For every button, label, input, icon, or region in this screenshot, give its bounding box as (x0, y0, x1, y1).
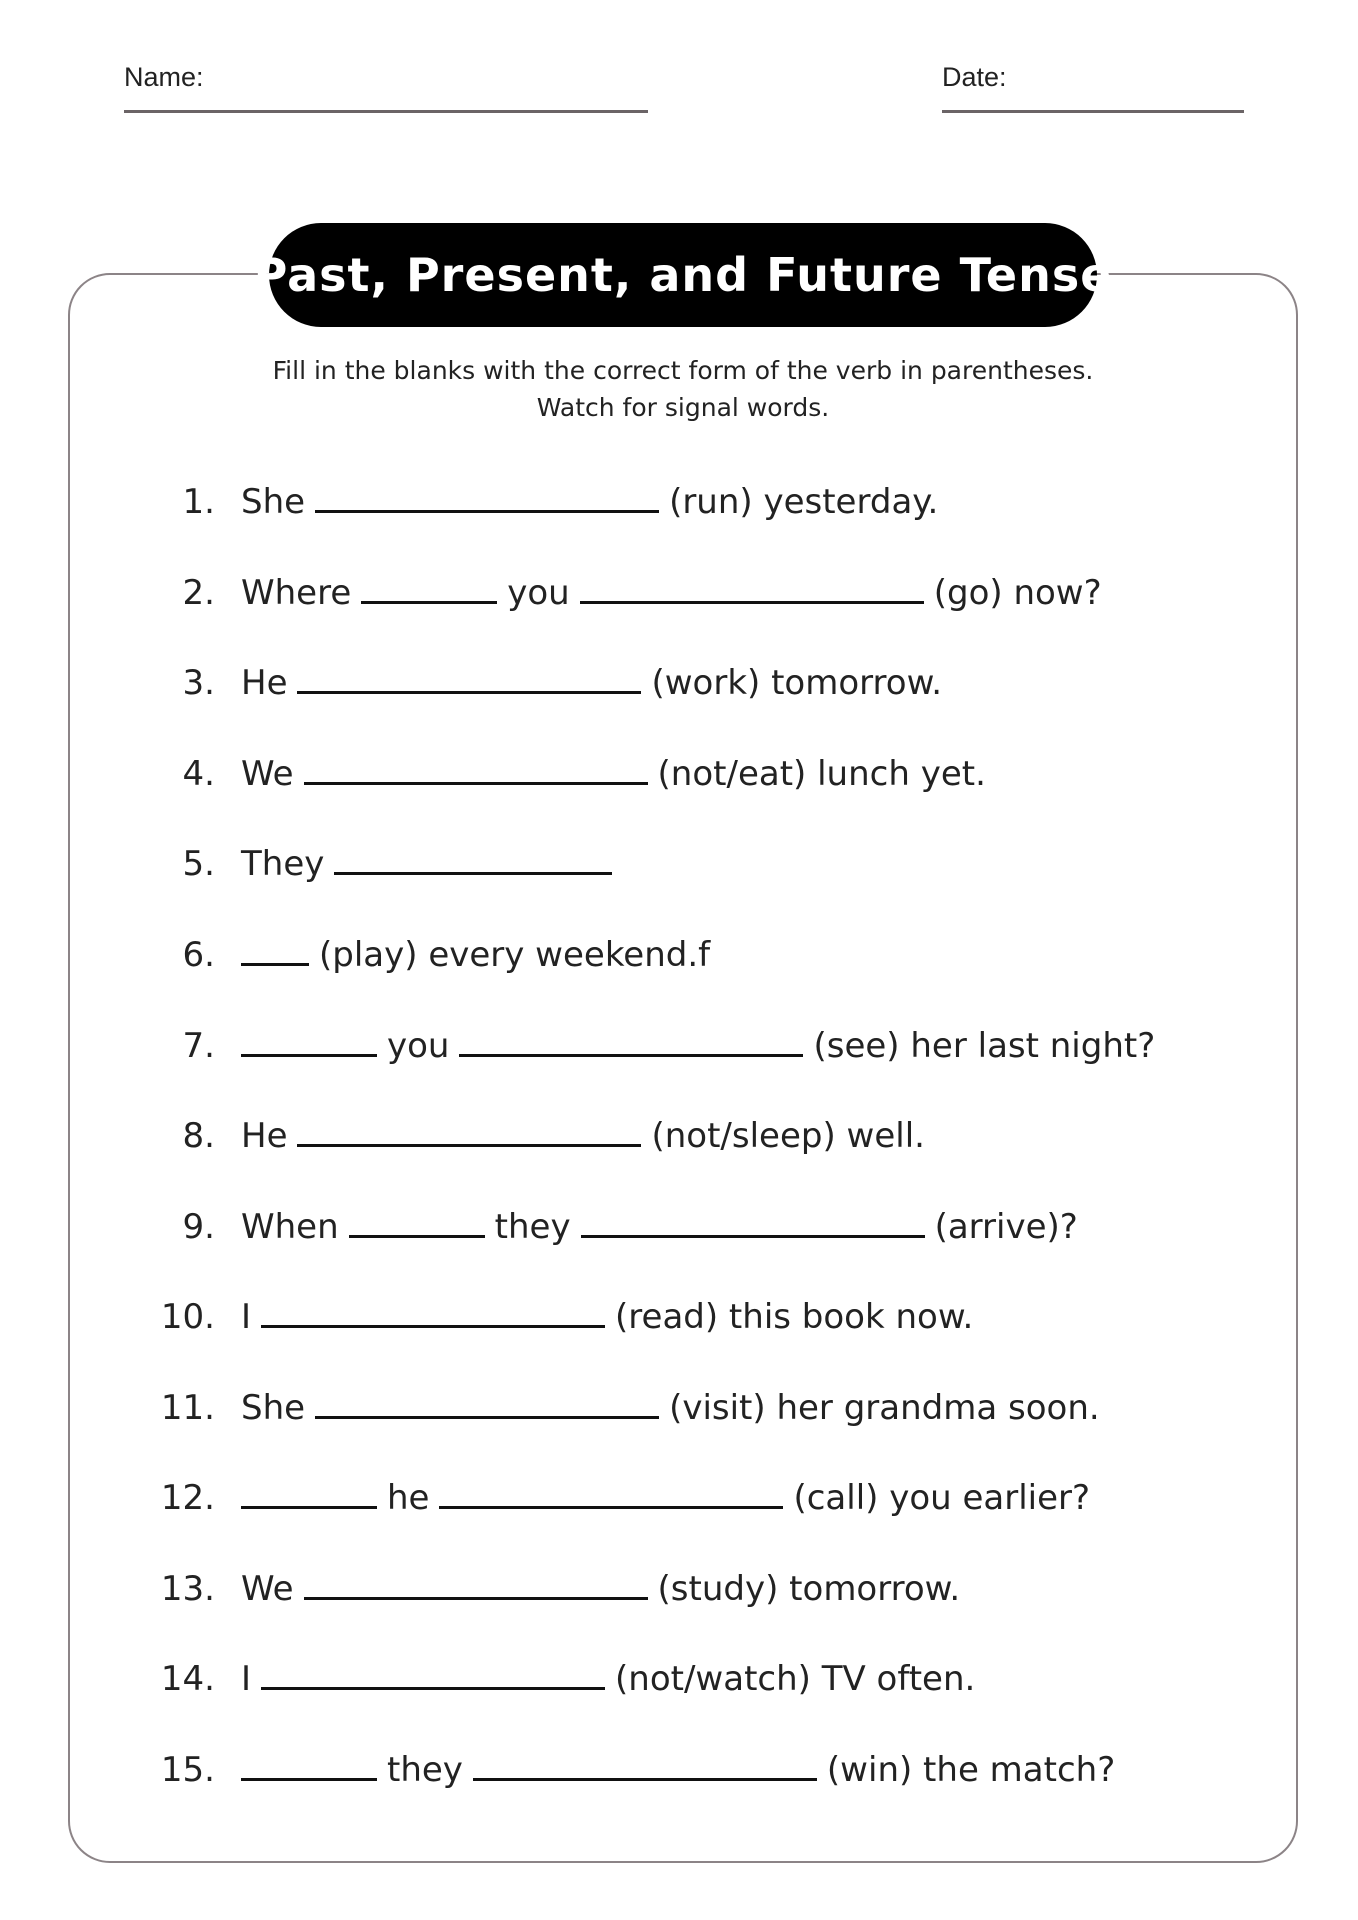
instruction-line: Watch for signal words. (536, 393, 830, 422)
question-3 (0, 663, 942, 723)
instruction-line: Fill in the blanks with the correct form of the verb in parentheses. (272, 356, 1094, 385)
question-text: We (241, 754, 294, 794)
question-number: 9. (182, 1207, 215, 1247)
question-text: He (241, 663, 288, 703)
question-number: 4. (182, 754, 215, 794)
question-text: you (387, 1026, 450, 1066)
answer-blank[interactable] (241, 1500, 377, 1509)
question-5 (0, 844, 622, 904)
question-text: (go) now? (933, 573, 1102, 613)
question-text: (work) tomorrow. (651, 663, 943, 703)
question-number: 11. (160, 1388, 215, 1428)
question-4 (0, 754, 986, 814)
answer-blank[interactable] (459, 1048, 803, 1057)
question-13 (0, 1569, 960, 1629)
answer-blank[interactable] (304, 776, 648, 785)
answer-blank[interactable] (439, 1500, 783, 1509)
name-label: Name: (124, 62, 204, 92)
question-1 (0, 482, 938, 542)
answer-blank[interactable] (334, 866, 612, 875)
question-number: 8. (182, 1116, 215, 1156)
date-label: Date: (942, 62, 1007, 92)
name-input-line[interactable] (124, 110, 648, 113)
question-text: (not/eat) lunch yet. (657, 754, 986, 794)
question-number: 6. (182, 935, 215, 975)
question-number: 7. (182, 1026, 215, 1066)
answer-blank[interactable] (473, 1772, 817, 1781)
question-number: 14. (160, 1659, 215, 1699)
question-11 (0, 1388, 1100, 1448)
question-text: We (241, 1569, 294, 1609)
question-text: They (241, 844, 325, 884)
question-12 (0, 1478, 1090, 1538)
question-10 (0, 1297, 973, 1357)
question-number: 12. (160, 1478, 215, 1518)
answer-blank[interactable] (581, 1229, 925, 1238)
question-7 (0, 1026, 1155, 1086)
answer-blank[interactable] (304, 1591, 648, 1600)
question-14 (0, 1659, 975, 1719)
worksheet-title: Past, Present, and Future Tense (253, 248, 1113, 302)
question-number: 15. (160, 1750, 215, 1790)
question-8 (0, 1116, 925, 1176)
question-text: (not/watch) TV often. (615, 1659, 976, 1699)
question-text: I (241, 1297, 252, 1337)
instructions (183, 352, 1183, 426)
question-15 (0, 1750, 1115, 1810)
answer-blank[interactable] (261, 1319, 605, 1328)
answer-blank[interactable] (297, 1138, 641, 1147)
answer-blank[interactable] (315, 504, 659, 513)
answer-blank[interactable] (241, 1772, 377, 1781)
question-number: 10. (160, 1297, 215, 1337)
question-text: I (241, 1659, 252, 1699)
question-number: 3. (182, 663, 215, 703)
question-9 (0, 1207, 1078, 1267)
question-text: they (387, 1750, 463, 1790)
date-input-line[interactable] (942, 110, 1244, 113)
question-text: (read) this book now. (615, 1297, 974, 1337)
question-text: you (507, 573, 570, 613)
answer-blank[interactable] (261, 1681, 605, 1690)
question-number: 1. (182, 482, 215, 522)
question-text: Where (241, 573, 352, 613)
question-text: She (241, 1388, 306, 1428)
question-text: (study) tomorrow. (657, 1569, 961, 1609)
question-text: they (494, 1207, 571, 1247)
question-text: (visit) her grandma soon. (669, 1388, 1100, 1428)
answer-blank[interactable] (361, 595, 497, 604)
question-text: When (241, 1207, 339, 1247)
question-text: (call) you earlier? (793, 1478, 1091, 1518)
question-6 (0, 935, 710, 995)
question-number: 2. (182, 573, 215, 613)
question-text: He (241, 1116, 288, 1156)
question-text: (run) yesterday. (669, 482, 939, 522)
question-number: 13. (160, 1569, 215, 1609)
question-text: She (241, 482, 306, 522)
question-text: (win) the match? (826, 1750, 1116, 1790)
question-2 (0, 573, 1102, 633)
question-text: (play) every weekend.f (319, 935, 711, 975)
question-text: (not/sleep) well. (651, 1116, 925, 1156)
question-text: (arrive)? (934, 1207, 1078, 1247)
answer-blank[interactable] (241, 957, 309, 966)
answer-blank[interactable] (315, 1410, 659, 1419)
answer-blank[interactable] (297, 685, 641, 694)
answer-blank[interactable] (349, 1229, 485, 1238)
question-text: (see) her last night? (813, 1026, 1156, 1066)
question-number: 5. (182, 844, 215, 884)
question-text: he (387, 1478, 430, 1518)
answer-blank[interactable] (580, 595, 924, 604)
title-banner (253, 223, 1113, 327)
answer-blank[interactable] (241, 1048, 377, 1057)
